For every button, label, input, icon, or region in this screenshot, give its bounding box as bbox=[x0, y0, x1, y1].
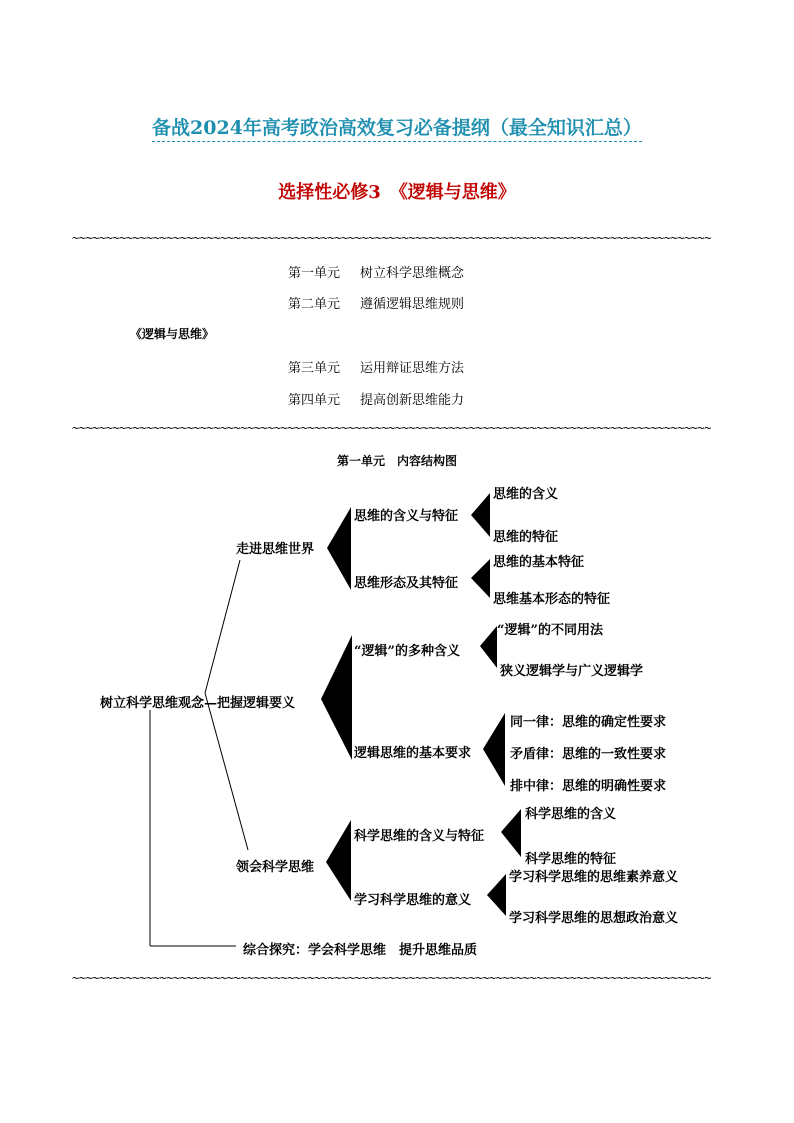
wavy-divider: ~~~~~~~~~~~~~~~~~~~~~~~~~~~~~~~~~~~~~~~~~~~~~~~~~~~~~~~~~~~~~~~~~~~~~~~~~~~~~~~~~~~~~~~~~~~~~~~ bbox=[72, 423, 711, 433]
branch-label: 领会科学思维 bbox=[236, 860, 315, 875]
unit-title: 树立科学思维概念 bbox=[360, 266, 465, 281]
sub-branch-label: 思维的含义与特征 bbox=[354, 509, 459, 524]
leaf-node: “逻辑”的不同用法 bbox=[497, 623, 603, 638]
unit-number: 第一单元 bbox=[288, 266, 341, 281]
leaf-node: 排中律：思维的明确性要求 bbox=[510, 779, 667, 794]
brace-wedge bbox=[487, 874, 506, 916]
structure-chart-title: 第一单元 内容结构图 bbox=[336, 454, 457, 468]
leaf-node: 科学思维的特征 bbox=[525, 852, 617, 867]
leaf-node: 学习科学思维的思维素养意义 bbox=[509, 870, 679, 885]
sub-branch-label: 学习科学思维的意义 bbox=[354, 893, 472, 908]
leaf-node: 矛盾律：思维的一致性要求 bbox=[510, 747, 667, 762]
brace-wedge bbox=[327, 507, 351, 590]
leaf-node: 思维的特征 bbox=[493, 530, 559, 545]
leaf-node: 科学思维的含义 bbox=[525, 807, 617, 822]
book-label: 《逻辑与思维》 bbox=[130, 327, 215, 341]
sub-branch-label: 科学思维的含义与特征 bbox=[354, 829, 485, 844]
unit-number: 第四单元 bbox=[288, 393, 341, 408]
leaf-node: 同一律：思维的确定性要求 bbox=[510, 715, 667, 730]
brace-wedge bbox=[480, 626, 497, 668]
summary-node: 综合探究：学会科学思维 提升思维品质 bbox=[243, 943, 478, 958]
brace-wedge bbox=[471, 559, 490, 598]
brace-wedge bbox=[326, 820, 351, 901]
leaf-node: 思维基本形态的特征 bbox=[493, 592, 611, 607]
sub-branch-label: “逻辑”的多种含义 bbox=[354, 644, 460, 659]
brace-wedge bbox=[321, 635, 352, 760]
tree-root: 树立科学思维观念—把握逻辑要义 bbox=[100, 696, 296, 711]
wavy-divider: ~~~~~~~~~~~~~~~~~~~~~~~~~~~~~~~~~~~~~~~~~~~~~~~~~~~~~~~~~~~~~~~~~~~~~~~~~~~~~~~~~~~~~~~~~~~~~~~ bbox=[72, 233, 711, 243]
brace-wedge bbox=[471, 493, 490, 537]
unit-title: 提高创新思维能力 bbox=[360, 393, 465, 408]
wavy-divider: ~~~~~~~~~~~~~~~~~~~~~~~~~~~~~~~~~~~~~~~~~~~~~~~~~~~~~~~~~~~~~~~~~~~~~~~~~~~~~~~~~~~~~~~~~~~~~~~ bbox=[72, 973, 711, 983]
unit-title: 运用辩证思维方法 bbox=[360, 361, 465, 376]
document-subtitle: 选择性必修3 《逻辑与思维》 bbox=[278, 182, 516, 203]
connector-line bbox=[205, 693, 248, 850]
branch-label: 走进思维世界 bbox=[236, 542, 315, 557]
leaf-node: 思维的含义 bbox=[493, 487, 559, 502]
connector-line bbox=[205, 560, 240, 693]
sub-branch-label: 逻辑思维的基本要求 bbox=[354, 746, 472, 761]
unit-number: 第二单元 bbox=[288, 297, 341, 312]
leaf-node: 思维的基本特征 bbox=[493, 555, 585, 570]
brace-wedge bbox=[501, 809, 521, 857]
leaf-node: 学习科学思维的思想政治意义 bbox=[509, 911, 679, 926]
leaf-node: 狭义逻辑学与广义逻辑学 bbox=[500, 664, 644, 679]
brace-wedge bbox=[483, 713, 505, 786]
unit-title: 遵循逻辑思维规则 bbox=[360, 297, 465, 312]
sub-branch-label: 思维形态及其特征 bbox=[354, 576, 459, 591]
document-title: 备战2024年高考政治高效复习必备提纲（最全知识汇总） bbox=[0, 113, 794, 140]
unit-number: 第三单元 bbox=[288, 361, 341, 376]
